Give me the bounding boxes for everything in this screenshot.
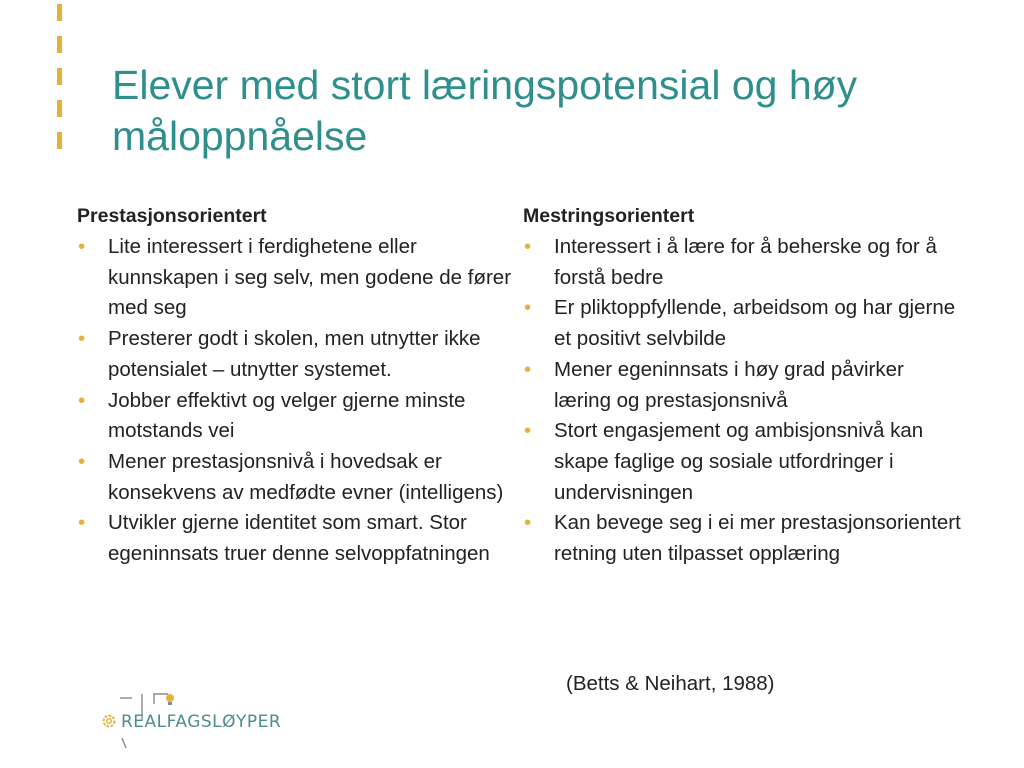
right-bullet-list [523,232,963,570]
realfagsloyper-logo [100,690,300,750]
list-item: • Kan bevege seg i ei mer prestasjonsorientert retning uten tilpasset opplæring [523,508,963,569]
list-item: • Mener prestasjonsnivå i hovedsak er konsekvens av medfødte evner (intelligens) [77,447,517,508]
right-column-heading: Mestringsorientert [523,205,695,227]
list-item: • Er pliktoppfyllende, arbeidsom og har gjerne et positivt selvbilde [523,293,963,354]
list-item: • Jobber effektivt og velger gjerne minste motstands vei [77,386,517,447]
list-item: • Utvikler gjerne identitet som smart. Stor egeninnsats truer denne selvoppfatningen [77,508,517,569]
list-item: • Lite interessert i ferdighetene eller kunnskapen i seg selv, men godene de fører med seg [77,232,517,324]
left-bullet-list [77,232,517,570]
list-item: • Stort engasjement og ambisjonsnivå kan skape faglige og sosiale utfordringer i undervisningen [523,416,963,508]
left-column [77,203,517,570]
right-column [523,203,963,570]
left-column-heading: Prestasjonsorientert [77,205,267,227]
list-item: • Interessert i å lære for å beherske og for å forstå bedre [523,232,963,293]
citation: (Betts & Neihart, 1988) [566,672,775,695]
decorative-dashed-bar [57,4,62,162]
logo-text: REALFAGSLØYPER [121,712,282,732]
slide-title: Elever med stort læringspotensial og høy måloppnåelse [112,62,858,159]
list-item: • Presterer godt i skolen, men utnytter ikke potensialet – utnytter systemet. [77,324,517,385]
gear-icon [100,712,118,730]
list-item: • Mener egeninnsats i høy grad påvirker læring og prestasjonsnivå [523,355,963,416]
